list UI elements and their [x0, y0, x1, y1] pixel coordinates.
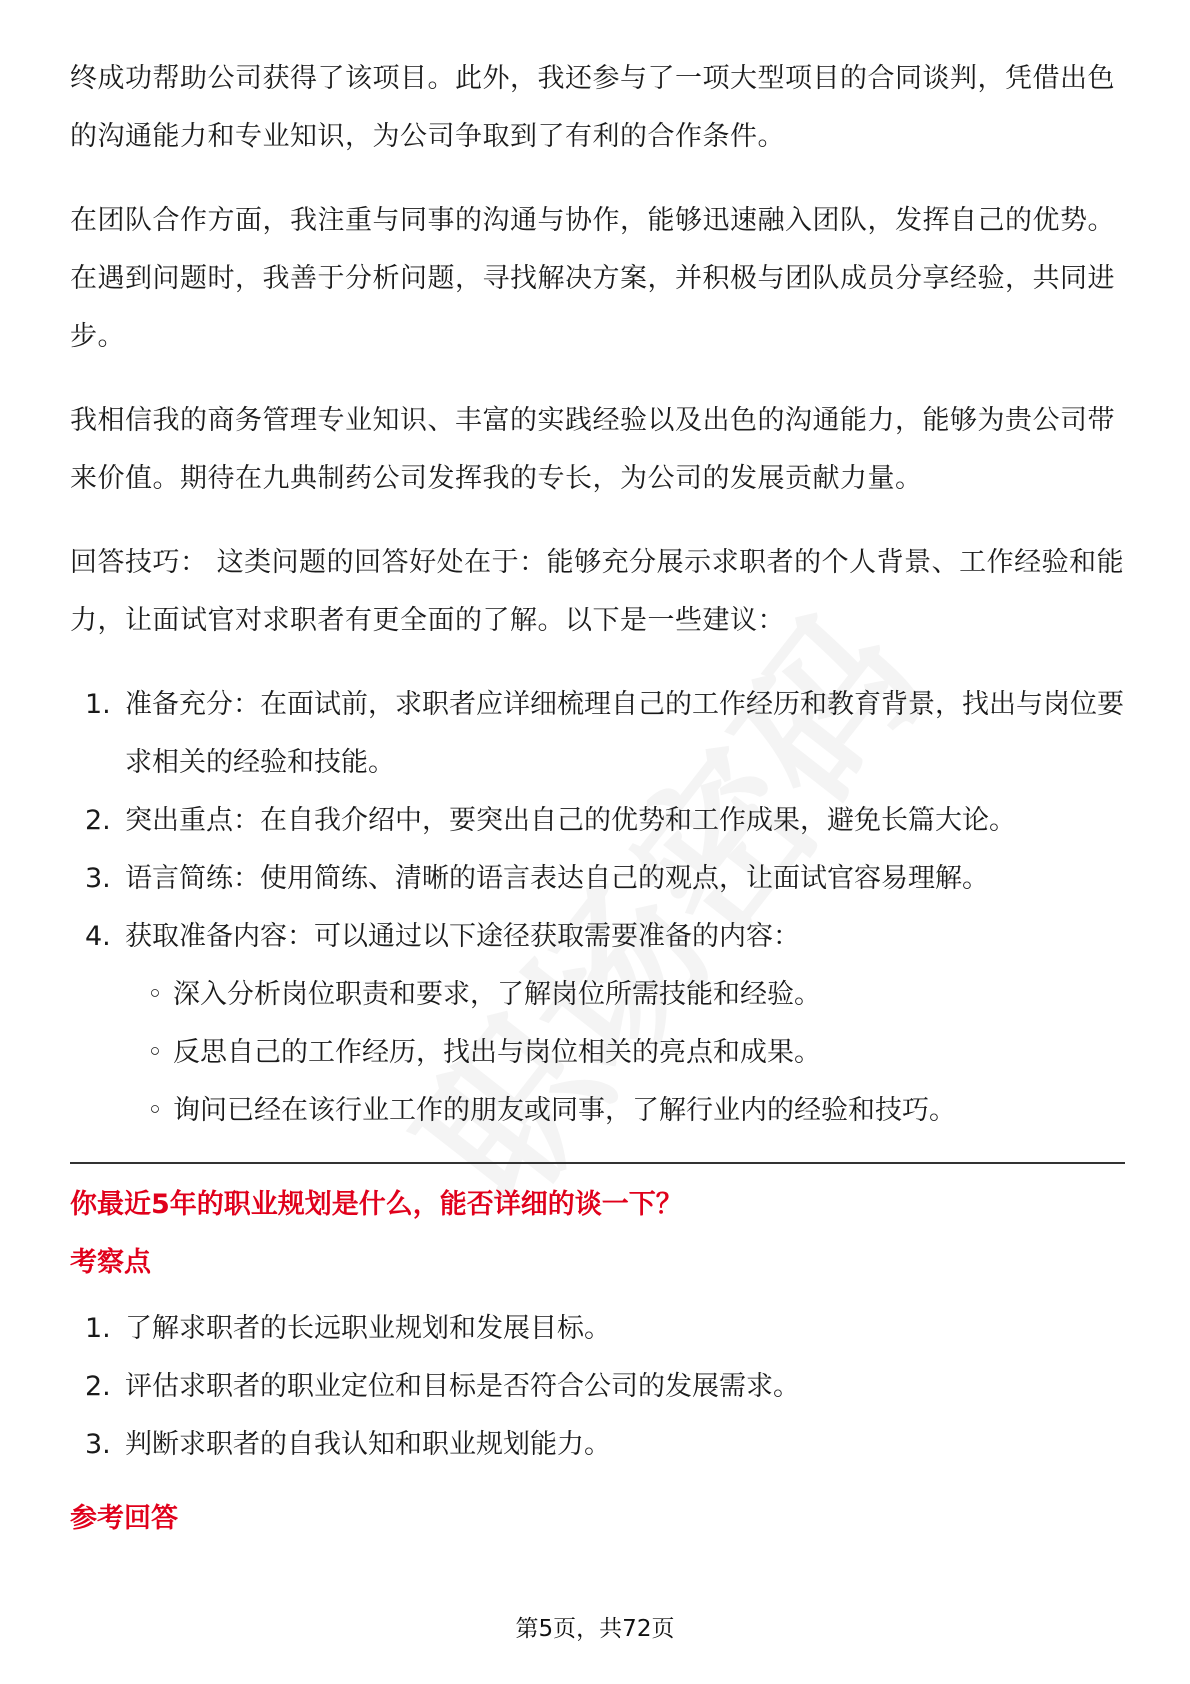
answer-tips-intro: 回答技巧： 这类问题的回答好处在于：能够充分展示求职者的个人背景、工作经验和能力，让面试官对求职者有更全面的了解。以下是一些建议： [70, 547, 1125, 636]
page-number: 第5页，共72页 [515, 1616, 675, 1642]
tips-list [70, 676, 1125, 1140]
list-number: 4. [85, 921, 111, 952]
sub-list-item: ◦ 询问已经在该行业工作的朋友或同事，了解行业内的经验和技巧。 [125, 1082, 1125, 1140]
list-item [70, 1416, 1125, 1474]
list-item [70, 676, 1125, 792]
list-item [70, 908, 1125, 1140]
list-item [70, 792, 1125, 850]
list-item [70, 1358, 1125, 1416]
section-divider [70, 1162, 1125, 1164]
list-item-text: 准备充分：在面试前，求职者应详细梳理自己的工作经历和教育背景，找出与岗位要求相关的经验和技能。 [125, 689, 1124, 778]
list-number: 3. [85, 1429, 111, 1460]
list-item-text: 获取准备内容：可以通过以下途径获取需要准备的内容： [125, 921, 800, 952]
sub-list-item: ◦ 反思自己的工作经历，找出与岗位相关的亮点和成果。 [125, 1024, 1125, 1082]
paragraph: 终成功帮助公司获得了该项目。此外，我还参与了一项大型项目的合同谈判，凭借出色的沟通能力和专业知识，为公司争取到了有利的合作条件。 [70, 63, 1115, 152]
paragraph: 在团队合作方面，我注重与同事的沟通与协作，能够迅速融入团队，发挥自己的优势。在遇到问题时，我善于分析问题，寻找解决方案，并积极与团队成员分享经验，共同进步。 [70, 205, 1115, 352]
exam-points-label: 考察点 [70, 1247, 151, 1278]
exam-points-list [70, 1300, 1125, 1474]
sub-list-item: ◦ 深入分析岗位职责和要求，了解岗位所需技能和经验。 [125, 966, 1125, 1024]
list-item-text: 语言简练：使用简练、清晰的语言表达自己的观点，让面试官容易理解。 [125, 863, 989, 894]
list-item [70, 1300, 1125, 1358]
paragraph: 我相信我的商务管理专业知识、丰富的实践经验以及出色的沟通能力，能够为贵公司带来价值。期待在九典制药公司发挥我的专长，为公司的发展贡献力量。 [70, 405, 1115, 494]
list-number: 3. [85, 863, 111, 894]
list-number: 1. [85, 1313, 111, 1344]
list-item-text: 评估求职者的职业定位和目标是否符合公司的发展需求。 [125, 1371, 800, 1402]
list-item-text: 判断求职者的自我认知和职业规划能力。 [125, 1429, 611, 1460]
reference-answer-label: 参考回答 [70, 1503, 178, 1534]
document-page [70, 50, 1125, 1556]
sub-list [125, 966, 1125, 1140]
list-item [70, 850, 1125, 908]
list-item-text: 了解求职者的长远职业规划和发展目标。 [125, 1313, 611, 1344]
question-title: 你最近5年的职业规划是什么，能否详细的谈一下？ [70, 1189, 683, 1220]
list-number: 2. [85, 1371, 111, 1402]
list-number: 1. [85, 689, 111, 720]
list-item-text: 突出重点：在自我介绍中，要突出自己的优势和工作成果，避免长篇大论。 [125, 805, 1016, 836]
list-number: 2. [85, 805, 111, 836]
